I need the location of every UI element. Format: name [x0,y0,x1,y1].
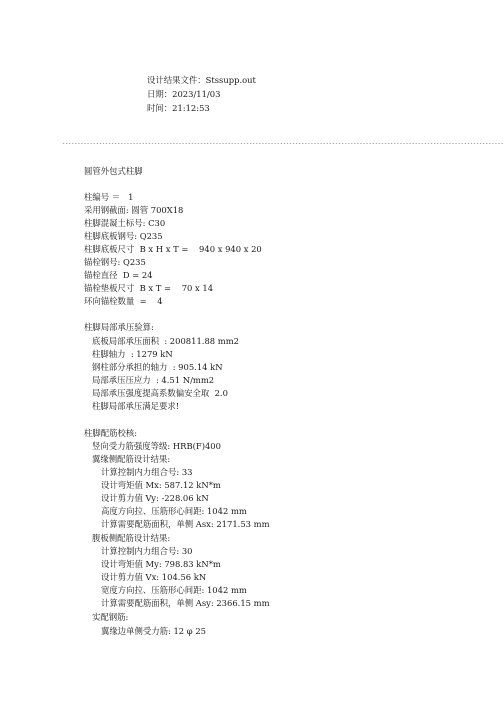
flange-item: 高度方向拉、压筋形心间距: 1042 mm [101,506,247,516]
flange-item: 计算控制内力组合号: 33 [101,467,193,477]
web-item: 宽度方向拉、压筋形心间距: 1042 mm [101,585,247,595]
flange-item: 设计弯矩值 Mx: 587.12 kN*m [101,480,221,490]
web-item: 设计剪力值 Vx: 104.56 kN [101,572,207,582]
dashed-divider: ------------------------------------------------------------------------------------------------------------------------------------------------ [62,141,504,147]
param-line: 柱脚混凝土标号: C30 [84,218,166,228]
flange-item: 设计剪力值 Vy: -228.06 kN [101,493,209,503]
bearing-heading: 柱脚局部承压验算: [84,322,154,332]
param-line: 采用钢截面: 圆管 700X18 [84,205,184,215]
flange-heading: 翼缘侧配筋设计结果: [92,454,171,464]
bearing-item: 局部承压压应力 : 4.51 N/mm2 [92,375,215,385]
rebar-heading: 柱脚配筋校核: [84,428,138,438]
param-line: 锚栓直径 D = 24 [84,270,153,280]
bearing-item: 底板局部承压面积 : 200811.88 mm2 [92,336,239,346]
web-item: 计算需要配筋面积，单侧 Asy: 2366.15 mm [101,598,270,608]
result-file-line: 设计结果文件：Stssupp.out [147,75,256,85]
param-line: 环向锚栓数量 = 4 [84,296,163,306]
param-line: 柱脚底板钢号: Q235 [84,231,163,241]
web-item: 计算控制内力组合号: 30 [101,546,193,556]
param-line: 锚栓钢号: Q235 [84,257,146,267]
web-heading: 腹板侧配筋设计结果: [92,533,171,543]
rebar-grade: 竖向受力筋强度等级: HRB(F)400 [92,441,221,451]
flange-item: 计算需要配筋面积，单侧 Asx: 2171.53 mm [101,519,270,529]
bearing-item: 钢柱部分承担的轴力 : 905.14 kN [92,362,223,372]
param-line: 锚栓垫板尺寸 B x T = 70 x 14 [84,283,214,293]
web-item: 设计弯矩值 My: 798.83 kN*m [101,559,221,569]
actual-item: 翼缘边单侧受力筋: 12 φ 25 [101,626,206,636]
bearing-item: 柱脚局部承压满足要求! [92,401,180,411]
param-line: 柱编号 ＝ 1 [84,192,134,202]
time-line: 时间：21:12:53 [147,103,210,113]
date-line: 日期：2023/11/03 [147,89,221,99]
bearing-item: 局部承压强度提高系数偏安全取 2.0 [92,388,228,398]
bearing-item: 柱脚轴力 : 1279 kN [92,349,173,359]
section-title: 圆管外包式柱脚 [84,166,143,176]
actual-heading: 实配钢筋: [92,612,129,622]
param-line: 柱脚底板尺寸 B x H x T = 940 x 940 x 20 [84,244,262,254]
